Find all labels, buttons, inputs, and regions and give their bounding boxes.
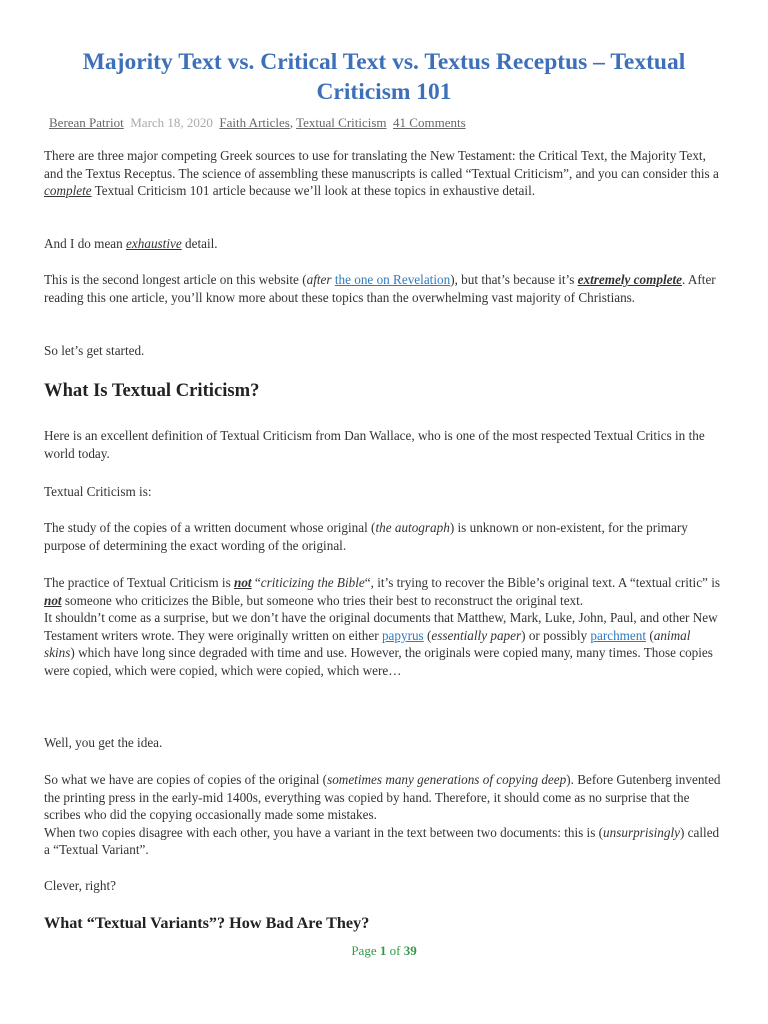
emphasis-unsurprisingly: unsurprisingly	[603, 824, 680, 840]
section-heading-textual-variants: What “Textual Variants”? How Bad Are They?	[44, 914, 370, 932]
paragraph-clever: Clever, right?	[44, 878, 116, 893]
emphasis-complete: complete	[44, 183, 92, 199]
emphasis-animal-skins: animal skins	[44, 627, 691, 661]
text: (	[646, 627, 654, 643]
footer-page-number: 1	[379, 943, 387, 958]
text: When two copies disagree with each other, you have a variant in the text between two documents: this is (	[44, 824, 604, 840]
revelation-article-link[interactable]: the one on Revelation	[334, 272, 451, 287]
text: Textual Criticism 101 article because we’ll look at these topics in exhaustive detail.	[91, 183, 536, 199]
article-title: Majority Text vs. Critical Text vs. Textus Receptus – Textual Criticism 101	[82, 49, 686, 105]
footer-page-word: Page	[351, 943, 377, 958]
category-link-textual-criticism[interactable]: Textual Criticism	[296, 115, 387, 130]
text: And I do mean	[44, 236, 127, 251]
text: The practice of Textual Criticism is	[44, 575, 234, 590]
emphasis-essentially-paper: essentially paper	[431, 627, 522, 643]
emphasis-extremely-complete: extremely complete	[577, 272, 682, 287]
post-date: March 18, 2020	[130, 115, 213, 130]
emphasis-autograph: the autograph	[375, 520, 450, 535]
paragraph-textual-criticism-is: Textual Criticism is:	[44, 484, 152, 499]
text: ) which have long since degraded with time and use. However, the originals were copied many, many times. Those copies were copied, which were copied, which were copied, which were…	[44, 645, 713, 678]
text: someone who criticizes the Bible, but someone who tries their best to reconstruct the original text.	[61, 592, 584, 608]
text: So what we have are copies of copies of the original (	[44, 772, 328, 787]
paragraph-definition	[44, 519, 724, 554]
emphasis-not: not	[44, 592, 62, 608]
paragraph-you-get-the-idea: Well, you get the idea.	[44, 735, 163, 750]
text: (	[423, 627, 432, 643]
papyrus-link[interactable]: papyrus	[381, 627, 424, 643]
text: ) is unknown or non-existent, for the primary purpose of determining the exact wording of the original.	[44, 520, 688, 553]
parchment-link[interactable]: parchment	[590, 627, 647, 643]
text: ) or possibly	[521, 627, 591, 643]
text: The study of the copies of a written document whose original (	[44, 520, 376, 535]
paragraph-exhaustive	[44, 235, 724, 253]
article-page	[44, 0, 724, 932]
paragraph-practice	[44, 574, 724, 680]
article-meta: Berean Patriot March 18, 2020 Faith Articles, Textual Criticism 41 Comments	[49, 115, 466, 130]
text: “	[251, 575, 261, 590]
emphasis-exhaustive: exhaustive	[126, 236, 182, 251]
text: ) called a “Textual Variant”.	[44, 824, 720, 858]
text: ), but that’s because it’s	[450, 272, 578, 287]
emphasis-criticizing: criticizing the Bible	[260, 575, 365, 590]
text: . After reading this one article, you’ll know more about these topics than the overwhelming vast majority of Christians.	[44, 272, 716, 305]
text: This is the second longest article on this website (	[44, 272, 307, 287]
author-link[interactable]: Berean Patriot	[49, 115, 124, 130]
text: “, it’s trying to recover the Bible’s original text. A “textual critic” is	[364, 575, 721, 590]
emphasis-after: after	[306, 272, 335, 287]
page-footer	[0, 943, 768, 959]
paragraph-second-longest	[44, 271, 724, 306]
section-heading-what-is-textual-criticism: What Is Textual Criticism?	[44, 380, 260, 401]
emphasis-not: not	[234, 575, 252, 590]
text: It shouldn’t come as a surprise, but we don’t have the original documents that Matthew, Mark, Luke, John, Paul, and other New Testament writers wrote. They were originally written on either	[44, 610, 718, 643]
text: detail.	[181, 236, 218, 251]
paragraph-get-started: So let’s get started.	[44, 343, 145, 358]
text: ). Before Gutenberg invented the printing press in the early-mid 1400s, everything was copied by hand. Therefore, it should come as no surprise that the scribes who did the copying occasionally made some mistakes.	[44, 772, 721, 823]
paragraph-copies-of-copies	[44, 771, 724, 859]
paragraph-definition-intro: Here is an excellent definition of Textual Criticism from Dan Wallace, who is one of the most respected Textual Critics in the world today.	[44, 428, 705, 461]
footer-page-total: 39	[403, 943, 417, 958]
emphasis-generations: sometimes many generations of copying deep	[327, 772, 567, 787]
category-link-faith-articles[interactable]: Faith Articles	[219, 115, 290, 130]
paragraph-intro	[44, 147, 724, 200]
footer-of-word: of	[389, 943, 401, 958]
text: There are three major competing Greek sources to use for translating the New Testament: the Critical Text, the Majority Text, and the Textus Receptus. The science of assembling these manuscripts is called “Textual Criticism”, and you can consider this a	[44, 148, 719, 181]
comments-link[interactable]: 41 Comments	[393, 115, 466, 130]
